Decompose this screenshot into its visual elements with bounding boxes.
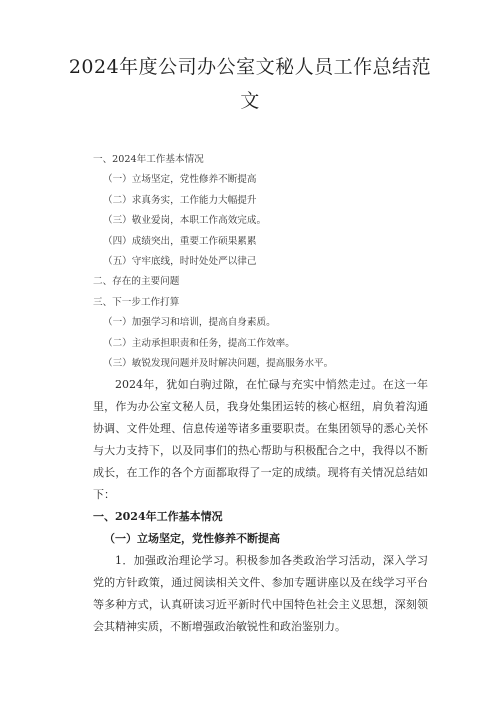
table-of-contents (93, 150, 423, 374)
toc-item: （一）立场坚定，党性修养不断提高 (103, 174, 257, 186)
toc-item: 三、下一步工作打算 (93, 296, 180, 308)
document-body (93, 374, 428, 638)
toc-item: （二）求真务实，工作能力大幅提升 (103, 194, 257, 206)
document-title: 2024年度公司办公室文秘人员工作总结范文 (68, 56, 432, 112)
toc-item: （三）敏锐发现问题并及时解决问题，提高服务水平。 (103, 358, 334, 370)
toc-item: 一、2024年工作基本情况 (93, 154, 204, 165)
intro-paragraph: 2024年，犹如白驹过隙，在忙碌与充实中悄然走过。在这一年里，作为办公室文秘人员，我身处集团运转的核心枢纽，肩负着沟通协调、文件处理、信息传递等诸多重要职责。在集团领导的悉心关怀与大力支持下，以及同事们的热心帮助与积极配合之中，我得以不断成长，在工作的各个方面都取得了一定的成绩。现将有关情况总结如下： (93, 378, 428, 501)
section-heading: 一、2024年工作基本情况 (93, 510, 223, 523)
item-paragraph: 1．加强政治理论学习。积极参加各类政治学习活动，深入学习党的方针政策，通过阅读相关文件、参加专题讲座以及在线学习平台等多种方式，认真研读习近平新时代中国特色社会主义思想，深刻领会其精神实质，不断增强政治敏锐性和政治鉴别力。 (93, 554, 428, 633)
toc-item: （四）成绩突出，重要工作硕果累累 (103, 235, 257, 247)
toc-item: 二、存在的主要问题 (93, 276, 180, 288)
toc-item: （二）主动承担职责和任务，提高工作效率。 (103, 337, 295, 349)
subsection-heading: （一）立场坚定，党性修养不断提高 (104, 532, 280, 545)
toc-item: （一）加强学习和培训，提高自身素质。 (103, 317, 276, 329)
toc-item: （五）守牢底线，时时处处严以律己 (103, 256, 257, 268)
toc-item: （三）敬业爱岗，本职工作高效完成。 (103, 215, 267, 227)
